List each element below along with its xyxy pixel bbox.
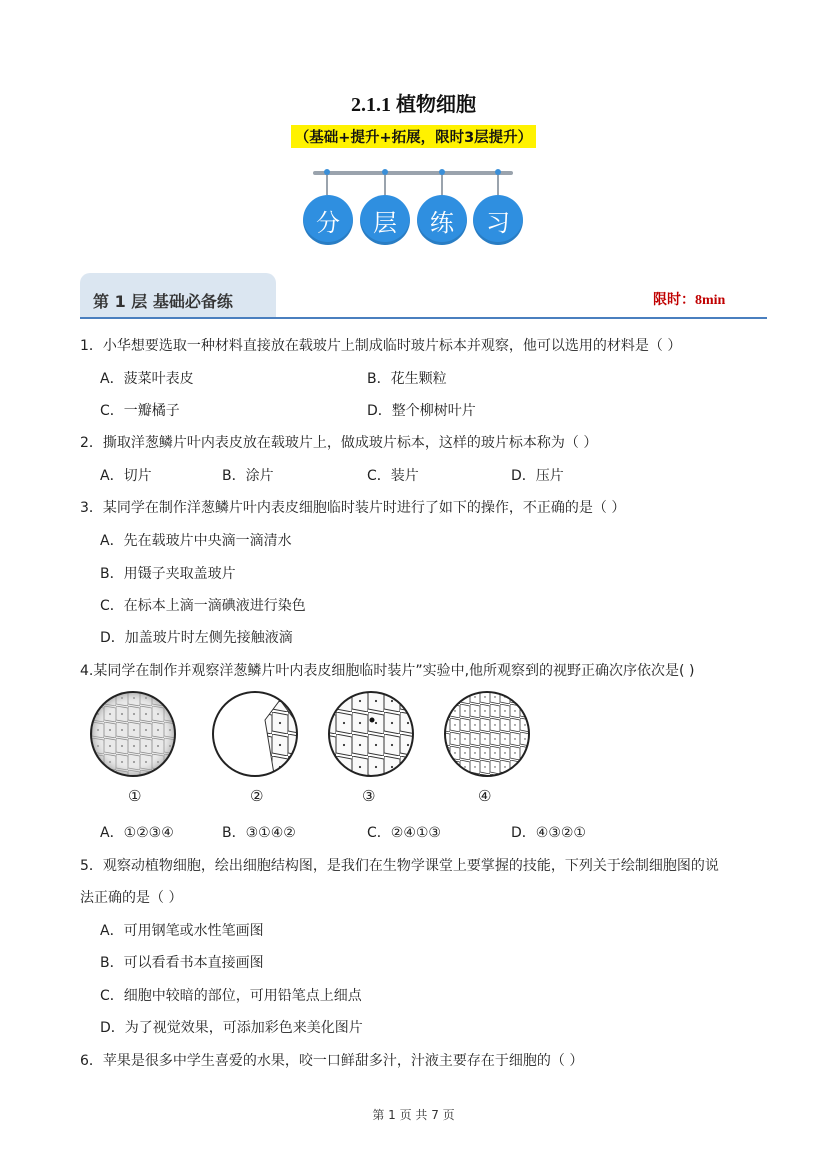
view-label-4: ④: [478, 787, 492, 805]
question-4-option-c[interactable]: C．②④①③: [367, 825, 441, 841]
banner-circle: 层: [360, 195, 410, 245]
banner-dot: [382, 169, 388, 175]
question-1-option-d[interactable]: D．整个柳树叶片: [367, 403, 476, 419]
section-heading: 第 1 层 基础必备练: [93, 292, 233, 311]
question-4-stem: 4.某同学在制作并观察洋葱鳞片叶内表皮细胞临时装片”实验中,他所观察到的视野正确次序依次是( ): [80, 663, 695, 679]
section-divider: [80, 317, 767, 319]
question-6-stem: 6．苹果是很多中学生喜爱的水果，咬一口鲜甜多汁，汁液主要存在于细胞的（ ）: [80, 1053, 584, 1069]
banner-dot: [324, 169, 330, 175]
question-3-option-c[interactable]: C．在标本上滴一滴碘液进行染色: [100, 598, 306, 614]
banner-peg: [441, 173, 443, 195]
view-label-3: ③: [362, 787, 376, 805]
question-4-option-b[interactable]: B．③①④②: [222, 825, 296, 841]
view-label-1: ①: [128, 787, 142, 805]
question-5-option-c[interactable]: C．细胞中较暗的部位，可用铅笔点上细点: [100, 988, 362, 1004]
question-1-option-b[interactable]: B．花生颗粒: [367, 371, 447, 387]
question-2-stem: 2．撕取洋葱鳞片叶内表皮放在载玻片上，做成玻片标本，这样的玻片标本称为（ ）: [80, 435, 598, 451]
question-5-option-a[interactable]: A．可用钢笔或水性笔画图: [100, 923, 264, 939]
question-5-stem-line-1: 5．观察动植物细胞，绘出细胞结构图，是我们在生物学课堂上要掌握的技能，下列关于绘制细胞图的说: [80, 858, 719, 874]
microscope-view-3: [325, 690, 420, 780]
question-3-option-d[interactable]: D．加盖玻片时左侧先接触液滴: [100, 630, 293, 646]
question-3-stem: 3．某同学在制作洋葱鳞片叶内表皮细胞临时装片时进行了如下的操作，不正确的是（ ）: [80, 500, 626, 516]
banner-peg: [384, 173, 386, 195]
microscope-view-4: [442, 690, 537, 780]
subtitle: （基础+提升+拓展，限时3层提升）: [291, 125, 536, 148]
banner-rail: [313, 171, 513, 175]
question-3-option-b[interactable]: B．用镊子夹取盖玻片: [100, 566, 236, 582]
question-5-stem-line-2: 法正确的是（ ）: [80, 890, 183, 906]
question-5-option-d[interactable]: D．为了视觉效果，可添加彩色来美化图片: [100, 1020, 363, 1036]
question-3-option-a[interactable]: A．先在载玻片中央滴一滴清水: [100, 533, 292, 549]
question-1-stem: 1．小华想要选取一种材料直接放在载玻片上制成临时玻片标本并观察，他可以选用的材料是（ ）: [80, 338, 682, 354]
banner-circle: 练: [417, 195, 467, 245]
page-footer: 第 1 页 共 7 页: [372, 1108, 455, 1122]
question-2-option-a[interactable]: A．切片: [100, 468, 152, 484]
microscope-view-2: [213, 692, 302, 780]
question-2-option-c[interactable]: C．装片: [367, 468, 419, 484]
subtitle-wrap: [0, 125, 827, 148]
question-1-option-a[interactable]: A．菠菜叶表皮: [100, 371, 194, 387]
question-2-option-b[interactable]: B．涂片: [222, 468, 274, 484]
banner-dot: [495, 169, 501, 175]
banner-circle: 分: [303, 195, 353, 245]
question-2-option-d[interactable]: D．压片: [511, 468, 564, 484]
question-1-option-c[interactable]: C．一瓣橘子: [100, 403, 180, 419]
question-5-option-b[interactable]: B．可以看看书本直接画图: [100, 955, 264, 971]
banner-dot: [439, 169, 445, 175]
banner-circle: 习: [473, 195, 523, 245]
view-label-2: ②: [250, 787, 264, 805]
question-4-option-d[interactable]: D．④③②①: [511, 825, 586, 841]
question-4-option-a[interactable]: A．①②③④: [100, 825, 174, 841]
time-limit: 限时：8min: [653, 293, 726, 308]
banner-peg: [326, 173, 328, 195]
banner-peg: [497, 173, 499, 195]
microscope-view-1: [85, 690, 185, 780]
page-title: 2.1.1 植物细胞: [351, 94, 476, 116]
